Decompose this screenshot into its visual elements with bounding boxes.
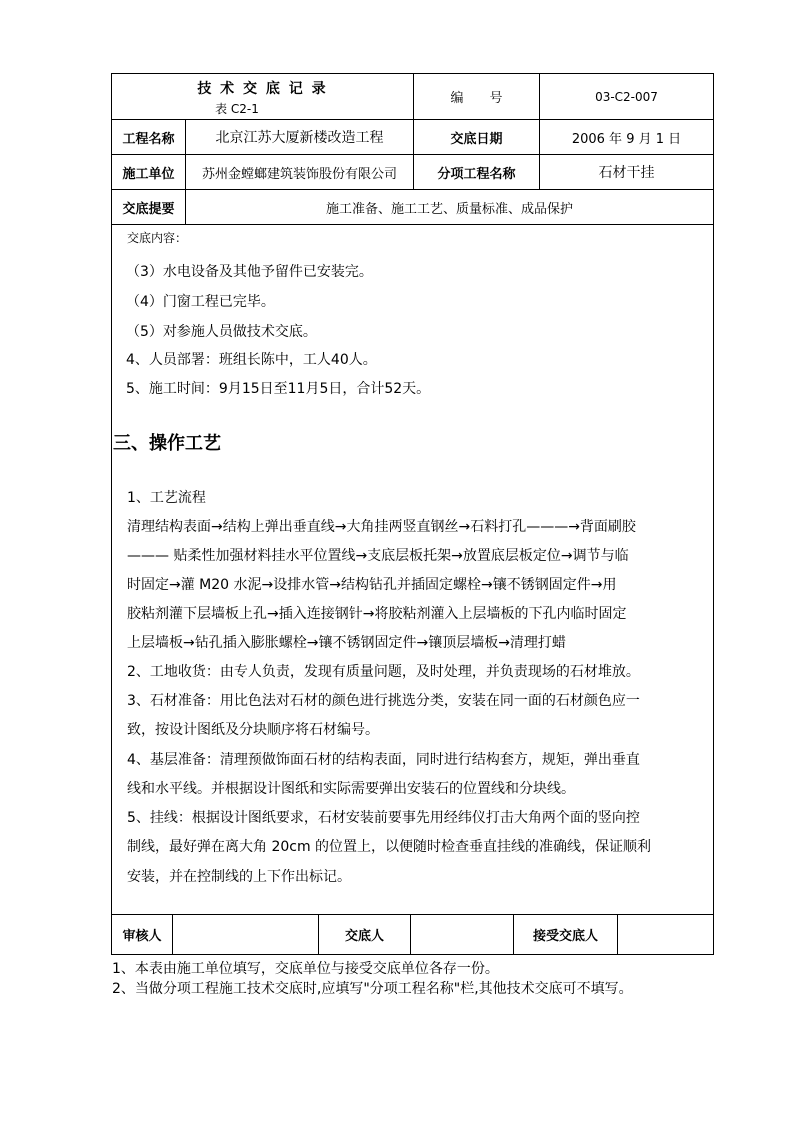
number-label: 编 号 (450, 91, 503, 106)
receiver-signature-field[interactable] (618, 915, 713, 954)
subproject-name-value: 石材干挂 (598, 165, 655, 181)
project-name-label: 工程名称 (122, 131, 175, 147)
body-line: 线和水平线。并根据设计图纸和实际需要弹出安装石的位置线和分块线。 (127, 781, 575, 797)
body-line: 2、工地收货：由专人负责，发现有质量问题，及时处理，并负责现场的石材堆放。 (127, 664, 640, 680)
form-title: 技 术 交 底 记 录 (197, 81, 328, 97)
number-value: 03-C2-007 (595, 89, 658, 104)
body-line: 安装，并在控制线的上下作出标记。 (127, 869, 351, 885)
form-code: 表 C2-1 (215, 102, 259, 116)
subproject-name-label: 分项工程名称 (437, 166, 516, 182)
body-line: 5、挂线：根据设计图纸要求，石材安装前要事先用经纬仪打击大角两个面的竖向控 (127, 810, 640, 826)
construction-unit-value: 苏州金螳螂建筑装饰股份有限公司 (201, 166, 397, 182)
reviewer-signature-field[interactable] (173, 915, 318, 954)
list-item: （4）门窗工程已完毕。 (126, 294, 275, 310)
body-line: 胶粘剂灌下层墙板上孔→插入连接钢针→将胶粘剂灌入上层墙板的下孔内临时固定 (127, 606, 627, 622)
footnote: 1、本表由施工单位填写，交底单位与接受交底单位各存一份。 (112, 961, 499, 977)
body-line: 制线，最好弹在离大角 20cm 的位置上，以便随时检查垂直挂线的准确线，保证顺利 (127, 839, 652, 855)
list-item: 4、人员部署：班组长陈中，工人40人。 (126, 352, 377, 368)
project-name-value: 北京江苏大厦新楼改造工程 (215, 130, 384, 146)
reviewer-label: 审核人 (122, 929, 162, 944)
body-line: 致，按设计图纸及分块顺序将石材编号。 (127, 722, 379, 738)
border-right (713, 73, 714, 955)
summary-label: 交底提要 (122, 201, 175, 217)
list-item: （5）对参施人员做技术交底。 (126, 324, 317, 340)
body-line: 时固定→灌 M20 水泥→设排水管→结构钻孔并插固定螺栓→镶不锈钢固定件→用 (127, 577, 617, 593)
receiver-label: 接受交底人 (532, 929, 598, 944)
list-item: 5、施工时间：9月15日至11月5日，合计52天。 (126, 381, 431, 397)
body-line: ——— 贴柔性加强材料挂水平位置线→支底层板托架→放置底层板定位→调节与临 (127, 548, 629, 564)
body-line: 4、基层准备：清理预做饰面石材的结构表面，同时进行结构套方，规矩，弹出垂直 (127, 752, 640, 768)
footnote: 2、当做分项工程施工技术交底时,应填写"分项工程名称"栏,其他技术交底可不填写。 (112, 981, 633, 997)
body-line: 3、石材准备：用比色法对石材的颜色进行挑选分类，安装在同一面的石材颜色应一 (127, 693, 640, 709)
body-line: 清理结构表面→结构上弹出垂直线→大角挂两竖直钢丝→石料打孔———→背面刷胶 (127, 519, 636, 535)
body-line: 上层墙板→钻孔插入膨胀螺栓→镶不锈钢固定件→镶顶层墙板→清理打蜡 (127, 635, 566, 651)
disclosure-date-value: 2006 年 9 月 1 日 (571, 131, 682, 147)
summary-value: 施工准备、施工工艺、质量标准、成品保护 (325, 201, 573, 217)
flow-title: 1、工艺流程 (127, 490, 206, 506)
disclosure-date-label: 交底日期 (450, 131, 503, 147)
content-label: 交底内容： (127, 231, 188, 245)
list-item: （3）水电设备及其他予留件已安装完。 (126, 264, 373, 280)
construction-unit-label: 施工单位 (122, 166, 175, 182)
discloser-signature-field[interactable] (411, 915, 513, 954)
section-heading: 三、操作工艺 (113, 433, 221, 454)
border-bottom (111, 954, 714, 955)
discloser-label: 交底人 (344, 929, 384, 944)
